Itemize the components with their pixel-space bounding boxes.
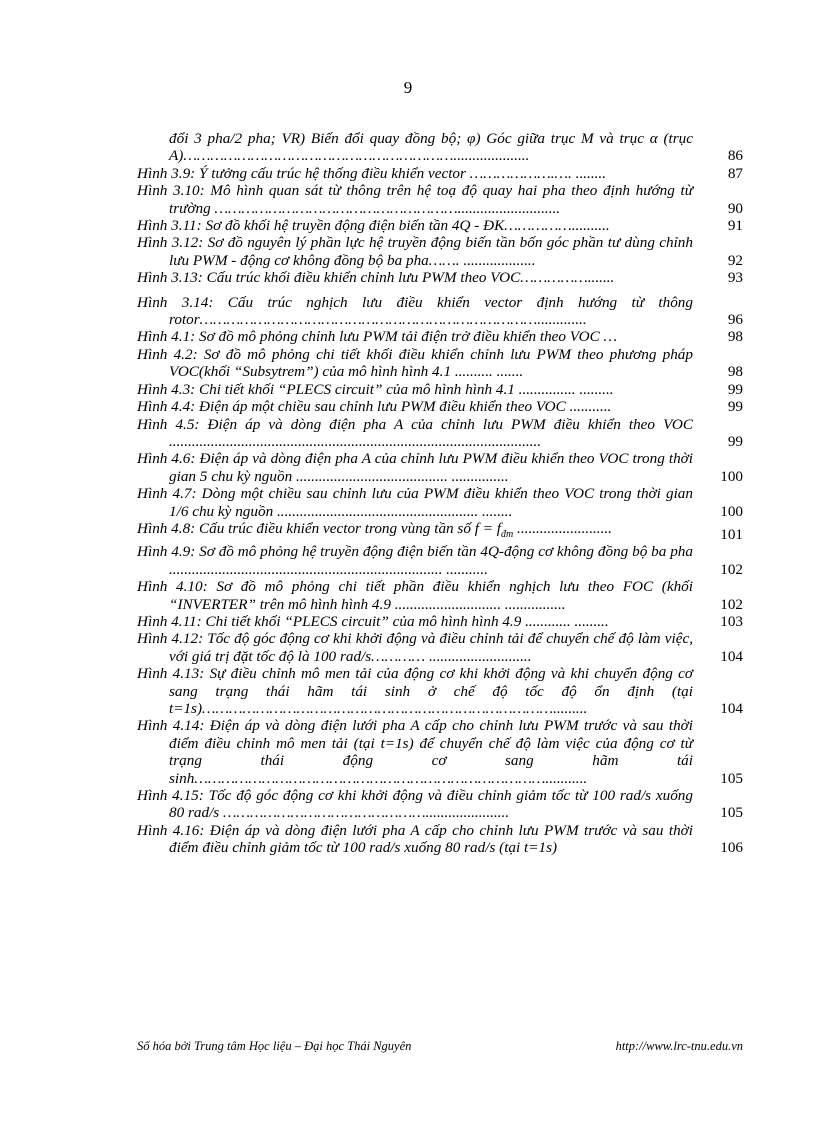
table-of-figures — [137, 130, 743, 857]
toc-entry-text: Hình 4.2: Sơ đồ mô phỏng chi tiết khối điều khiển chỉnh lưu PWM theo phương pháp VOC(khối “Subsytrem”) của mô hình hình 4.1 .......... ....... — [137, 345, 693, 381]
toc-entry[interactable] — [137, 485, 743, 520]
toc-entry-text: Hình 4.10: Sơ đồ mô phỏng chi tiết phần điều khiển nghịch lưu theo FOC (khối “INVERTER” trên mô hình hình 4.9 ............................ ................ — [137, 578, 693, 613]
toc-entry-page: 93 — [727, 269, 743, 287]
toc-entry-text: Hình 4.15: Tốc độ góc động cơ khi khởi động và điều chỉnh giảm tốc từ 100 rad/s xuống 80 rad/s ………………………………………...................... — [137, 787, 693, 822]
toc-entry[interactable] — [137, 665, 743, 717]
toc-entry-page: 102 — [720, 560, 743, 578]
toc-entry-text: đổi 3 pha/2 pha; VR) Biến đổi quay đồng bộ; φ) Góc giữa trục M và trục α (trục A)…………………………………………………….................... — [169, 130, 693, 165]
toc-entry-page: 91 — [727, 217, 743, 235]
toc-entry[interactable] — [137, 613, 743, 630]
toc-entry[interactable] — [137, 787, 743, 822]
toc-entry-page: 100 — [720, 502, 743, 520]
toc-entry-page: 98 — [727, 328, 743, 346]
toc-entry[interactable] — [137, 520, 743, 543]
toc-entry-page: 100 — [720, 467, 743, 485]
toc-entry[interactable] — [137, 381, 743, 398]
toc-entry-text: Hình 4.16: Điện áp và dòng điện lưới pha A cấp cho chỉnh lưu PWM trước và sau thời điểm điều chỉnh giảm tốc từ 100 rad/s xuống 80 rad/s (tại t=1s) — [137, 821, 693, 857]
toc-entry-text: Hình 4.14: Điện áp và dòng điện lưới pha A cấp cho chỉnh lưu PWM trước và sau thời điểm điều chỉnh mô men tải (tại t=1s) để chuyển chế độ làm việc của động cơ từ trạng thái động cơ sang hãm tái sinh……………………………………………………………………........... — [137, 717, 693, 787]
toc-entry-text: Hình 4.1: Sơ đồ mô phỏng chỉnh lưu PWM tải điện trở điều khiển theo VOC … — [137, 328, 618, 346]
toc-entry[interactable] — [137, 450, 743, 485]
toc-entry-text: Hình 4.12: Tốc độ góc động cơ khi khởi động và điều chỉnh tải để chuyển chế độ làm việc, với giá trị đặt tốc độ là 100 rad/s………… ........................... — [137, 630, 693, 665]
toc-entry-text: Hình 4.13: Sự điều chỉnh mô men tải của động cơ khi khởi động và khi chuyển động cơ sang trạng thái hãm tái sinh ở chế độ tốc độ ổn định (tại t=1s)……………………………………………………………………......... — [137, 665, 693, 718]
toc-entry-text: Hình 3.12: Sơ đồ nguyên lý phần lực hệ truyền động biến tần bốn góc phần tư dùng chỉnh lưu PWM - động cơ không đồng bộ ba pha……. ................... — [137, 234, 693, 269]
toc-entry-page: 86 — [727, 147, 743, 165]
toc-entry-page: 99 — [727, 380, 743, 398]
toc-entry-text: Hình 4.3: Chi tiết khối “PLECS circuit” của mô hình hình 4.1 ............... ......... — [137, 380, 614, 398]
toc-entry[interactable] — [137, 328, 743, 345]
toc-entry-text: Hình 4.6: Điện áp và dòng điện pha A của chỉnh lưu PWM điều khiển theo VOC trong thời gian 5 chu kỳ nguồn ........................................ ............... — [137, 450, 693, 485]
toc-entry-page: 101 — [720, 525, 743, 543]
toc-entry[interactable] — [137, 416, 743, 451]
toc-entry-page: 104 — [720, 647, 743, 665]
toc-entry-page: 99 — [727, 432, 743, 450]
toc-entry[interactable] — [137, 717, 743, 787]
toc-entry-text: Hình 3.13: Cấu trúc khối điều khiển chỉnh lưu PWM theo VOC……………....... — [137, 269, 615, 287]
toc-entry[interactable] — [137, 130, 743, 165]
footer — [137, 1039, 743, 1054]
toc-entry-text: Hình 4.8: Cấu trúc điều khiển vector trong vùng tần số $f = f_{đm}$ ......................... — [137, 519, 612, 540]
toc-entry-page: 90 — [727, 199, 743, 217]
footer-url[interactable]: http://www.lrc-tnu.edu.vn — [615, 1039, 743, 1053]
toc-entry-text: Hình 4.4: Điện áp một chiều sau chỉnh lưu PWM điều khiển theo VOC ........... — [137, 398, 612, 416]
toc-entry-page: 106 — [720, 839, 743, 857]
footer-source: Số hóa bởi Trung tâm Học liệu – Đại học Thái Nguyên — [137, 1039, 412, 1053]
toc-entry[interactable] — [137, 294, 743, 329]
toc-entry[interactable] — [137, 182, 743, 217]
toc-entry-page: 92 — [727, 251, 743, 269]
toc-entry-page: 96 — [727, 311, 743, 329]
toc-entry[interactable] — [137, 578, 743, 613]
toc-entry-page: 103 — [720, 613, 743, 630]
toc-entry-text: Hình 4.9: Sơ đồ mô phỏng hệ truyền động điện biến tần 4Q-động cơ không đồng bộ ba pha ........................................................................ ........... — [137, 543, 693, 578]
toc-entry[interactable] — [137, 217, 743, 234]
toc-entry-page: 98 — [727, 363, 743, 381]
toc-entry-text: Hình 4.11: Chi tiết khối “PLECS circuit” của mô hình hình 4.9 ............ ......... — [137, 613, 609, 630]
toc-entry-page: 105 — [720, 804, 743, 822]
toc-entry-text: Hình 3.9: Ý tưởng cấu trúc hệ thống điều khiển vector ……………….…. ........ — [137, 164, 607, 182]
toc-entry[interactable] — [137, 398, 743, 415]
toc-entry[interactable] — [137, 234, 743, 269]
toc-entry[interactable] — [137, 543, 743, 578]
toc-entry-text: Hình 3.10: Mô hình quan sát từ thông trên hệ toạ độ quay hai pha theo định hướng từ trường ………………………………………………........................... — [137, 182, 693, 217]
toc-entry-text: Hình 3.14: Cấu trúc nghịch lưu điều khiển vector định hướng từ thông rotor…………………………………………………………………............. — [137, 293, 693, 329]
toc-entry-page: 104 — [720, 700, 743, 718]
toc-entry-text: Hình 4.7: Dòng một chiều sau chỉnh lưu của PWM điều khiển theo VOC trong thời gian 1/6 chu kỳ nguồn ..................................................... ........ — [137, 485, 693, 520]
toc-entry-page: 102 — [720, 595, 743, 613]
toc-entry[interactable] — [137, 630, 743, 665]
toc-entry[interactable] — [137, 822, 743, 857]
toc-entry-page: 99 — [727, 398, 743, 416]
page-number: 9 — [403, 78, 413, 97]
toc-entry-text: Hình 3.11: Sơ đồ khối hệ truyền động điện biến tần 4Q - ĐK…………….......... — [137, 217, 610, 235]
toc-entry[interactable] — [137, 165, 743, 182]
toc-entry[interactable] — [137, 269, 743, 286]
toc-entry-page: 87 — [727, 164, 743, 182]
toc-entry-page: 105 — [720, 769, 743, 787]
toc-entry[interactable] — [137, 346, 743, 381]
toc-entry-text: Hình 4.5: Điện áp và dòng điện pha A của chỉnh lưu PWM điều khiển theo VOC .................................................................................................. — [137, 415, 693, 450]
